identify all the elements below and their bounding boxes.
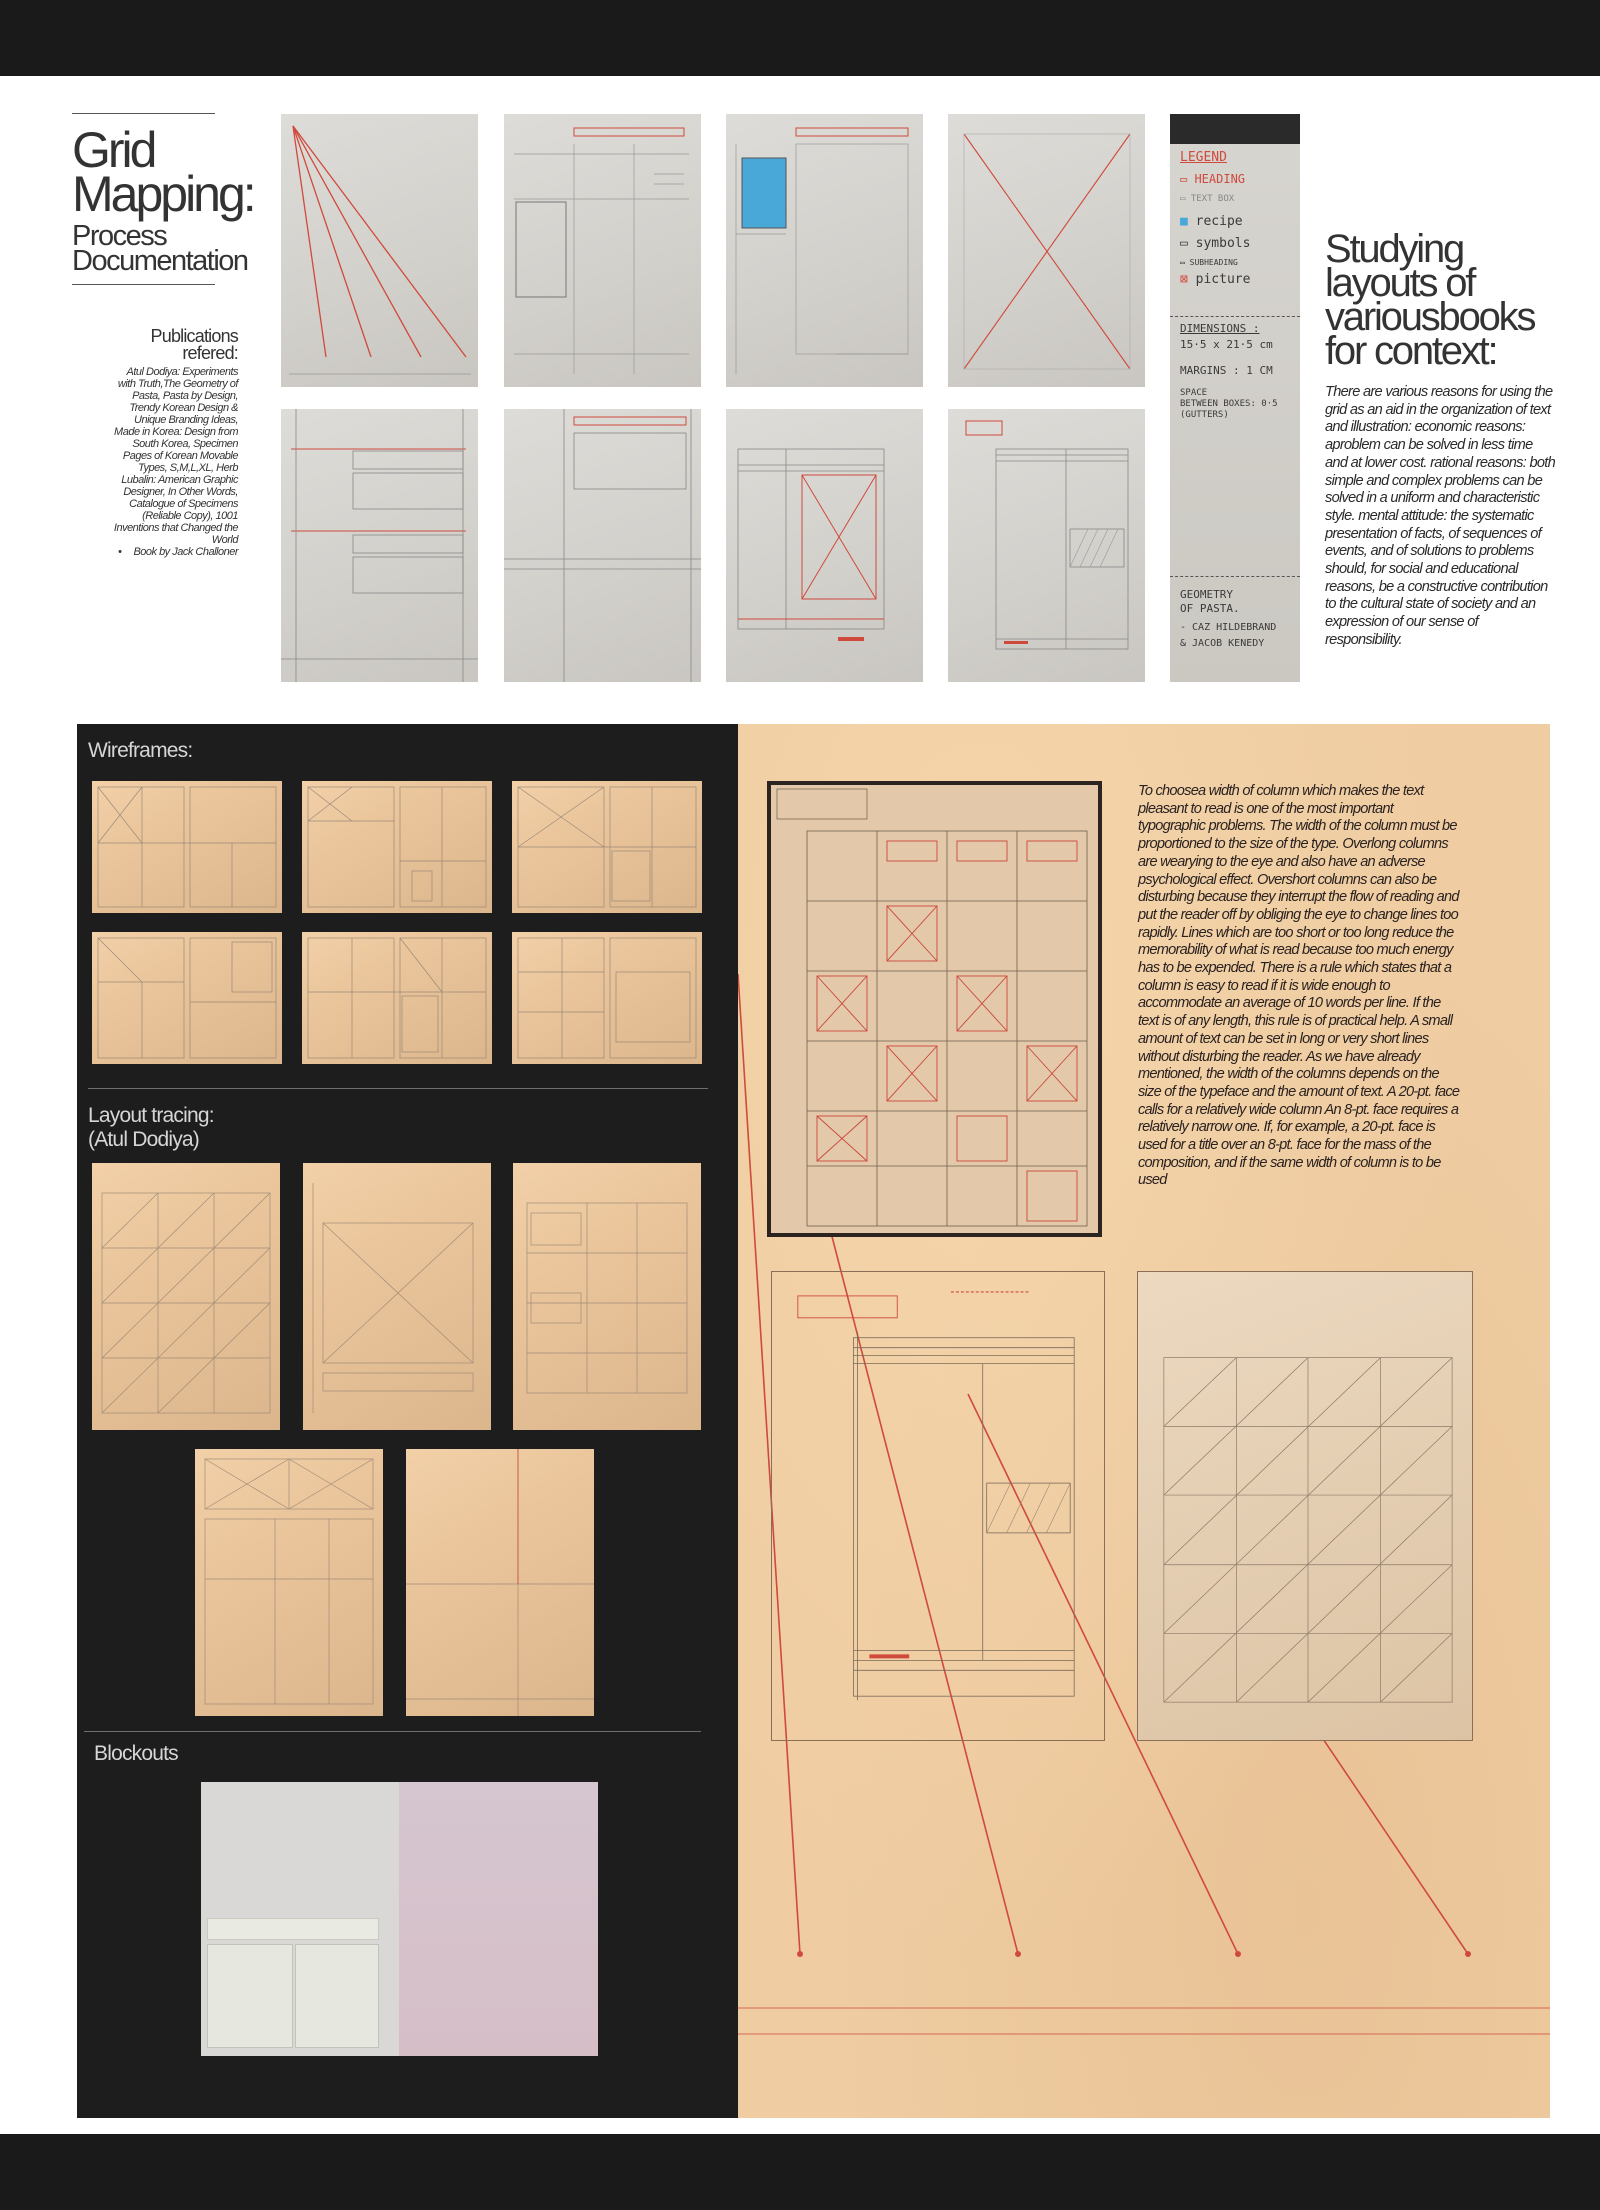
layout-tracing-heading-line-2: (Atul Dodiya) (88, 1128, 199, 1151)
wireframe-photo-2 (302, 781, 492, 913)
studying-heading-line-1: Studying (1325, 227, 1464, 271)
layout-tracing-photo-3 (513, 1163, 701, 1430)
title-line-1: Grid (72, 122, 155, 178)
publications-bullet-item (110, 546, 238, 558)
notebook-sketch-photo (767, 781, 1102, 1237)
publications-list (110, 366, 238, 558)
blockouts-heading: Blockouts (94, 1742, 178, 1765)
tracing-layout-sheet-2 (1137, 1271, 1473, 1741)
tracing-layout-sheet-1 (771, 1271, 1105, 1741)
legend-dashed-divider (1170, 316, 1300, 317)
legend-space-line-1: SPACE (1180, 388, 1208, 398)
publications-heading-line-1: Publications (150, 326, 238, 346)
wireframe-photo-1 (92, 781, 282, 913)
legend-dimensions-value: 15·5 x 21·5 cm (1180, 338, 1273, 351)
wireframes-heading: Wireframes: (88, 739, 193, 762)
layout-tracing-photo-2 (303, 1163, 491, 1430)
wireframe-photo-4 (92, 932, 282, 1064)
legend-item-label: symbols (1195, 236, 1251, 251)
book-sketch-3 (726, 114, 923, 387)
legend-item-subheading: ▭ SUBHEADING (1180, 258, 1238, 267)
legend-book-line-1: GEOMETRY (1180, 588, 1233, 601)
legend-margins: MARGINS : 1 CM (1180, 364, 1273, 377)
legend-author-line-1: - CAZ HILDEBRAND (1180, 622, 1277, 633)
legend-item-text-box: ▭ TEXT BOX (1180, 194, 1235, 204)
layout-tracing-photo-1 (92, 1163, 280, 1430)
studying-heading-line-3: variousbooks (1325, 295, 1535, 339)
publications-heading (90, 328, 238, 362)
legend-item-label: recipe (1195, 214, 1243, 229)
legend-item-label: SUBHEADING (1189, 258, 1238, 267)
legend-title: LEGEND (1180, 150, 1227, 165)
bottom-band (0, 2134, 1600, 2210)
subtitle-line-1: Process (72, 220, 167, 252)
studying-heading (1325, 227, 1595, 373)
wireframe-photo-5 (302, 932, 492, 1064)
legend-dashed-divider-2 (1170, 576, 1300, 577)
legend-space-line-2: BETWEEN BOXES: 0·5 (1180, 399, 1278, 409)
section-divider-2 (84, 1731, 701, 1732)
book-sketch-4 (948, 114, 1145, 387)
layout-tracing-photo-5 (406, 1449, 594, 1716)
studying-body-text: There are various reasons for using the grid as an aid in the organization of text and illustration: economic reasons: aproblem can be solved in less time and at lower cost. rational reasons: both simple and complex problems can be solved in a uniform and characteristic style. mental attitude: the systematic presentation of facts, of sequences of events, and of solutions to problems should, for social and educational reasons, be a constructive contribution to the cultural state of society and an expression of our sense of responsibility. (1325, 384, 1556, 648)
book-sketch-2 (504, 114, 701, 387)
legend-space-line-3: (GUTTERS) (1180, 410, 1229, 420)
blockouts-photo (201, 1782, 598, 2056)
title-top-rule (72, 113, 215, 114)
title-line-2: Mapping: (72, 166, 254, 222)
subtitle-line-2: Documentation (72, 245, 248, 277)
book-sketch-7 (726, 409, 923, 682)
book-sketch-1 (281, 114, 478, 387)
top-band (0, 0, 1600, 76)
book-sketch-6 (504, 409, 701, 682)
layout-tracing-heading-line-1: Layout tracing: (88, 1104, 214, 1127)
legend-book-line-2: OF PASTA. (1180, 602, 1240, 615)
title-bottom-rule (72, 284, 215, 285)
studying-heading-line-2: layouts of (1325, 261, 1475, 305)
legend-item-symbols: ▭ symbols (1180, 236, 1251, 251)
legend-dimensions-label: DIMENSIONS : (1180, 322, 1260, 335)
legend-item-label: HEADING (1194, 172, 1246, 186)
legend-item-label: picture (1195, 272, 1251, 287)
book-sketch-8 (948, 409, 1145, 682)
layout-tracing-photo-4 (195, 1449, 383, 1716)
publications-list-text: Atul Dodiya: Experiments with Truth,The Geometry of Pasta, Pasta by Design, Trendy Korean Design & Unique Branding Ideas, Made in Korea: Design from South Korea, Specimen Pages of Korean Movable Types, S,M,L,XL, Herb Lubalin: American Graphic Designer, In Other Words, Catalogue of Specimens (Reliable Copy), 1001 Inventions that Changed the World (113, 366, 238, 546)
wireframe-photo-6 (512, 932, 702, 1064)
book-sketch-5 (281, 409, 478, 682)
legend-item-label: TEXT BOX (1190, 194, 1235, 204)
column-width-text: To choosea width of column which makes the text pleasant to read is one of the most important typographic problems. The width of the column must be proportioned to the size of the type. Overlong columns are wearying to the eye and also have an adverse psychological effect. Overshort columns can also be disturbing because they interrupt the flow of reading and put the reader off by obliging the eye to change lines too rapidly. Lines which are too short or too long reduce the memorability of what is read because too much energy has to be expended. There is a rule which states that a column is easy to read if it is wide enough to accommodate an average of 10 words per line. If the text is of any length, this rule is of practical help. A small amount of text can be set in long or very short lines without disturbing the reader. As we have already mentioned, the width of the columns depends on the size of the typeface and the amount of text. A 20-pt. face calls for a relatively wide column An 8-pt. face requires a relatively narrow one. If, for example, a 20-pt. face is used for a title over an 8-pt. face for the mass of the composition, and if the same width of column is to be used (1138, 783, 1460, 1189)
layout-tracing-heading (88, 1104, 214, 1152)
section-divider-1 (88, 1088, 708, 1089)
legend-item-heading: ▭ HEADING (1180, 172, 1246, 186)
legend-item-recipe: ■ recipe (1180, 214, 1243, 229)
legend-item-picture: ⊠ picture (1180, 272, 1251, 287)
legend-author-line-2: & JACOB KENEDY (1180, 638, 1265, 649)
publications-heading-line-2: refered: (182, 343, 238, 363)
studying-heading-line-4: for context: (1325, 329, 1497, 373)
bullet-item-text: Book by Jack Challoner (133, 546, 238, 558)
title-block (72, 122, 272, 277)
wireframe-photo-3 (512, 781, 702, 913)
bullet-glyph: • (118, 546, 122, 558)
legend-photo (1170, 114, 1300, 682)
